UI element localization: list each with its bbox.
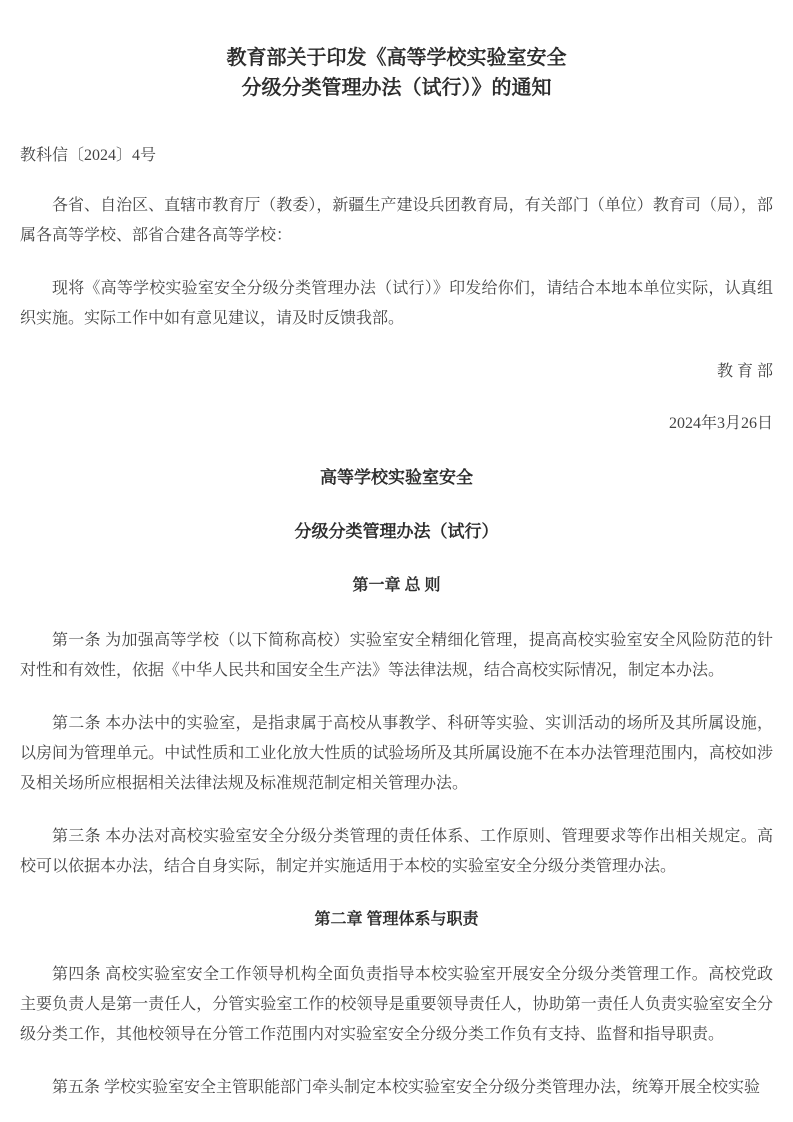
date: 2024年3月26日 [668,415,773,432]
chapter-2-heading: 第二章 管理体系与职责 [314,911,479,928]
doc-number: 教科信〔2024〕4号 [20,147,157,164]
regulation-title-line-2: 分级分类管理办法（试行） [294,522,499,541]
article-4-paragraph: 第四条 高校实验室安全工作领导机构全面负责指导本校实验室开展安全分级分类管理工作。高校党政主要负责人是第一责任人，分管实验室工作的校领导是重要领导责任人，协助第一责任人负责实验室安全分级分类工作，其他校领导在分管工作范围内对实验室安全分级分类工作负有支持、监督和指导职责。 [20,966,773,1043]
salutation-paragraph: 各省、自治区、直辖市教育厅（教委），新疆生产建设兵团教育局，有关部门（单位）教育司（局），部属各高等学校、部省合建各高等学校： [20,197,773,244]
notice-title-line-1: 教育部关于印发《高等学校实验室安全 [226,47,567,69]
notice-body-paragraph: 现将《高等学校实验室安全分级分类管理办法（试行）》印发给你们，请结合本地本单位实际，认真组织实施。实际工作中如有意见建议，请及时反馈我部。 [20,280,773,327]
article-5-paragraph: 第五条 学校实验室安全主管职能部门牵头制定本校实验室安全分级分类管理办法，统筹开展全校实验 [52,1079,761,1096]
chapter-1-heading: 第一章 总 则 [352,577,441,594]
article-2-paragraph: 第二条 本办法中的实验室，是指隶属于高校从事教学、科研等实验、实训活动的场所及其所属设施，以房间为管理单元。中试性质和工业化放大性质的试验场所及其所属设施不在本办法管理范围内，高校如涉及相关场所应根据相关法律法规及标准规范制定相关管理办法。 [20,715,773,792]
notice-title-line-2: 分级分类管理办法（试行）》的通知 [241,77,552,99]
signature: 教 育 部 [716,363,773,380]
article-3-paragraph: 第三条 本办法对高校实验室安全分级分类管理的责任体系、工作原则、管理要求等作出相关规定。高校可以依据本办法，结合自身实际，制定并实施适用于本校的实验室安全分级分类管理办法。 [20,828,773,875]
notice-title [20,43,773,103]
regulation-title-line-1: 高等学校实验室安全 [320,468,473,487]
article-1-paragraph: 第一条 为加强高等学校（以下简称高校）实验室安全精细化管理，提高高校实验室安全风险防范的针对性和有效性，依据《中华人民共和国安全生产法》等法律法规，结合高校实际情况，制定本办法。 [20,632,773,679]
